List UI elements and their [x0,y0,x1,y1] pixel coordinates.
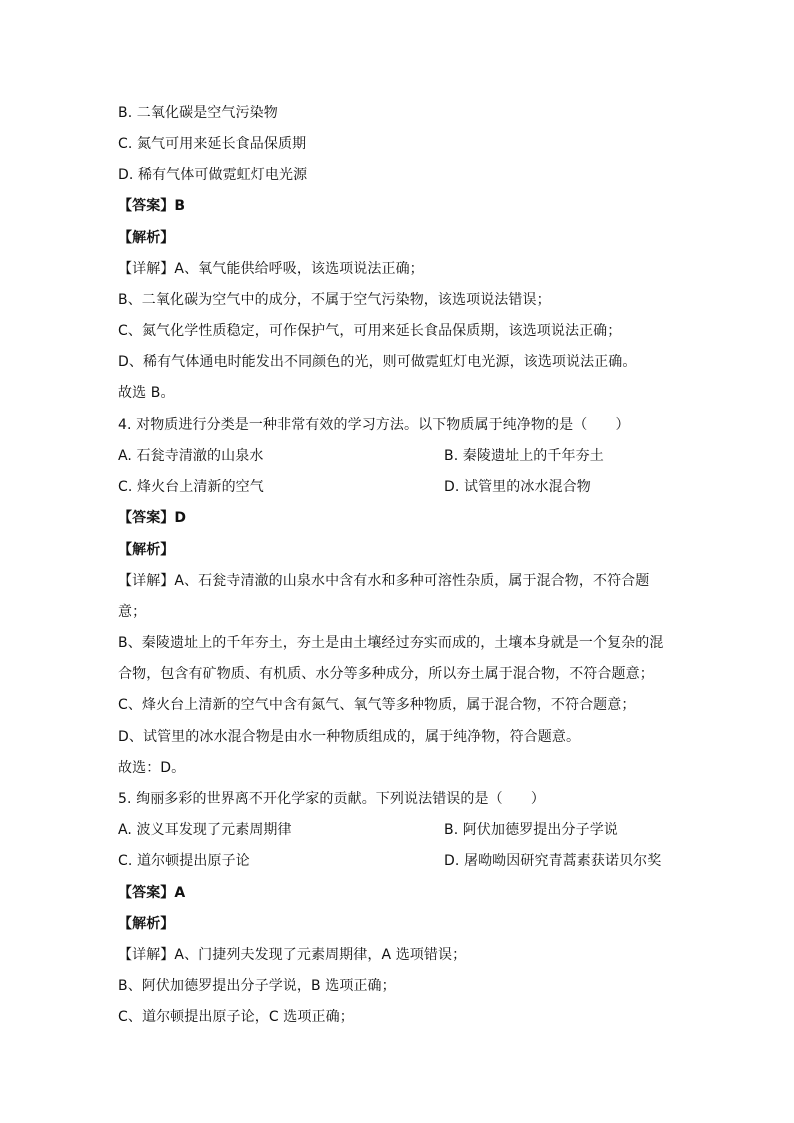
option-c: C. 烽火台上清新的空气 [118,479,264,495]
detail-line: 【详解】A、门捷列夫发现了元素周期律，A 选项错误； [118,947,467,963]
detail-line: D、试管里的冰水混合物是由水一种物质组成的，属于纯净物，符合题意。 [118,729,581,745]
option-b: B. 秦陵遗址上的千年夯土 [444,448,604,464]
option-d: D. 稀有气体可做霓虹灯电光源 [118,167,308,183]
option-b: B. 二氧化碳是空气污染物 [118,105,278,121]
option-c: C. 氮气可用来延长食品保质期 [118,136,307,152]
analysis-label: 【解析】 [118,542,175,558]
conclusion: 故选：D。 [118,760,186,776]
detail-line: 意； [118,604,147,620]
option-a: A. 石瓮寺清澈的山泉水 [118,448,264,464]
conclusion: 故选 B。 [118,385,175,401]
detail-line: 合物，包含有矿物质、有机质、水分等多种成分，所以夯土属于混合物，不符合题意； [118,666,654,682]
detail-line: C、烽火台上清新的空气中含有氮气、氧气等多种物质，属于混合物，不符合题意； [118,697,636,713]
detail-line: B、阿伏加德罗提出分子学说，B 选项正确； [118,978,396,994]
question-stem: 4. 对物质进行分类是一种非常有效的学习方法。以下物质属于纯净物的是（ ） [118,417,630,433]
question-stem: 5. 绚丽多彩的世界离不开化学家的贡献。下列说法错误的是（ ） [118,791,546,807]
option-c: C. 道尔顿提出原子论 [118,853,250,869]
answer-label: 【答案】D [118,510,187,526]
option-a: A. 波义耳发现了元素周期律 [118,822,292,838]
detail-line: 【详解】A、石瓮寺清澈的山泉水中含有水和多种可溶性杂质，属于混合物，不符合题 [118,573,650,589]
answer-label: 【答案】B [118,198,186,214]
option-d: D. 试管里的冰水混合物 [444,479,591,495]
detail-line: C、氮气化学性质稳定，可作保护气，可用来延长食品保质期，该选项说法正确； [118,323,622,339]
detail-line: C、道尔顿提出原子论，C 选项正确； [118,1009,354,1025]
option-d: D. 屠呦呦因研究青蒿素获诺贝尔奖 [444,853,662,869]
answer-label: 【答案】A [118,885,186,901]
analysis-label: 【解析】 [118,916,175,932]
analysis-label: 【解析】 [118,230,175,246]
option-b: B. 阿伏加德罗提出分子学说 [444,822,618,838]
detail-line: D、稀有气体通电时能发出不同颜色的光，则可做霓虹灯电光源，该选项说法正确。 [118,354,637,370]
detail-line: B、秦陵遗址上的千年夯土，夯土是由土壤经过夯实而成的，土壤本身就是一个复杂的混 [118,635,664,651]
detail-line: 【详解】A、氧气能供给呼吸，该选项说法正确； [118,261,424,277]
detail-line: B、二氧化碳为空气中的成分，不属于空气污染物，该选项说法错误； [118,292,551,308]
